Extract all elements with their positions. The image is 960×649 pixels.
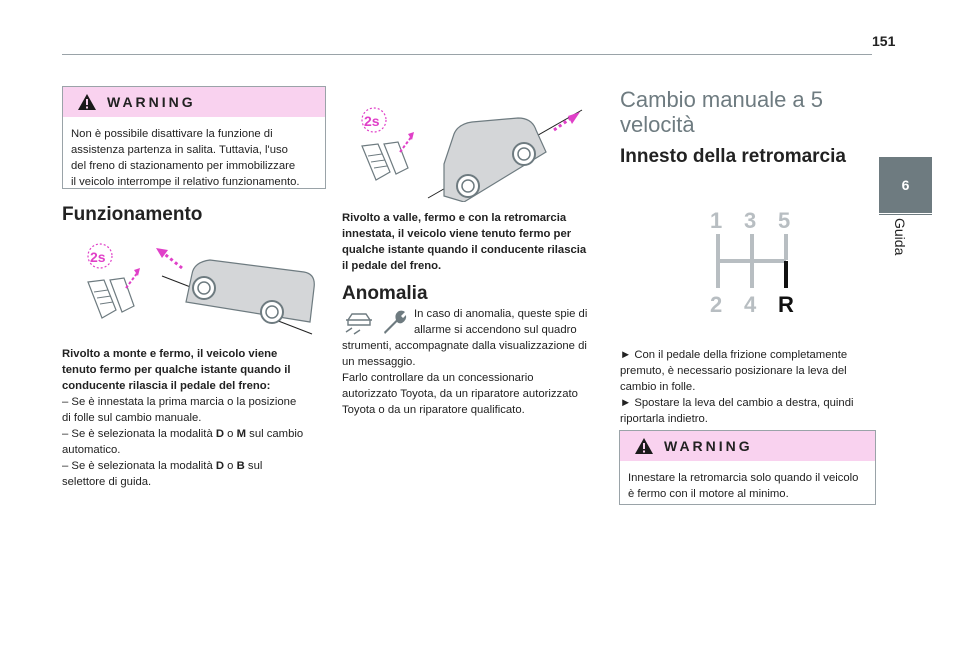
title-line: velocità — [620, 112, 695, 137]
step-line: riportarla indietro. — [620, 413, 708, 425]
gear-label-2: 2 — [710, 292, 723, 317]
text-line: un messaggio. — [342, 356, 416, 368]
gear-label-reverse: R — [778, 292, 794, 317]
title-line: Cambio manuale a 5 — [620, 87, 824, 112]
gear-label-4: 4 — [744, 292, 757, 317]
warning-text-line: assistenza partenza in salita. Tuttavia, l'uso — [71, 144, 288, 156]
caption-line: tenuto fermo per qualche istante quando il — [62, 364, 291, 376]
gear-label-5: 5 — [778, 208, 791, 233]
list-text: sul — [244, 460, 263, 472]
uphill-conditions-list — [62, 394, 337, 490]
page-number: 151 — [872, 33, 896, 49]
warning-text-line: il veicolo interrompe il relativo funzionamento. — [71, 176, 300, 188]
caption-line: Rivolto a valle, fermo e con la retromarcia — [342, 212, 567, 224]
timer-2s-icon — [88, 244, 112, 268]
warning-header — [63, 87, 325, 117]
warning-title: WARNING — [664, 438, 753, 454]
section-heading-retromarcia: Innesto della retromarcia — [620, 146, 846, 167]
caption-line: il pedale del freno. — [342, 260, 442, 272]
caption-line: Rivolto a monte e fermo, il veicolo viene — [62, 348, 278, 360]
warning-text-line: è fermo con il motore al minimo. — [628, 488, 789, 500]
step-line: cambio in folle. — [620, 381, 696, 393]
vehicle-icon — [444, 118, 546, 202]
header-divider — [62, 54, 872, 55]
page-title — [620, 87, 823, 137]
mode-letter: D — [215, 428, 225, 440]
vehicle-icon — [186, 260, 314, 323]
list-item — [62, 426, 337, 442]
warning-text — [63, 117, 325, 196]
mode-letter: D — [215, 460, 225, 472]
list-text: o — [224, 428, 237, 440]
arrow-downhill-icon — [554, 112, 580, 130]
pedals-icon — [88, 268, 140, 318]
warning-box-reverse — [619, 430, 876, 505]
arrow-uphill-icon — [156, 248, 182, 268]
list-text: sul cambio — [246, 428, 304, 440]
text-line: Farlo controllare da un concessionario — [342, 372, 534, 384]
text-line: In caso di anomalia, queste spie di — [414, 308, 588, 320]
section-heading-anomalia: Anomalia — [342, 283, 428, 304]
warning-box-hill-assist — [62, 86, 326, 189]
warning-text-line: Innestare la retromarcia solo quando il veicolo — [628, 472, 859, 484]
warning-title: WARNING — [107, 94, 196, 110]
chapter-tab[interactable]: 6 — [879, 157, 932, 213]
chapter-tab-divider — [879, 214, 932, 215]
chapter-label: Guida — [892, 218, 908, 256]
text-line: autorizzato Toyota, da un riparatore autorizzato — [342, 388, 578, 400]
warning-triangle-icon — [77, 93, 97, 111]
mode-letter: M — [236, 428, 247, 440]
warning-text-line: del freno di stazionamento per immobilizzare — [71, 160, 296, 172]
uphill-hold-illustration — [82, 240, 322, 335]
text-line: Toyota o da un riparatore qualificato. — [342, 404, 525, 416]
timer-2s-icon — [362, 108, 386, 132]
step-line: premuto, è necessario posizionare la leva del — [620, 365, 847, 377]
warning-triangle-icon — [634, 437, 654, 455]
list-text: o — [224, 460, 237, 472]
list-item-continued: selettore di guida. — [62, 476, 152, 488]
gear-label-1: 1 — [710, 208, 723, 233]
timer-label: 2s — [364, 113, 380, 129]
mode-letter: B — [236, 460, 245, 472]
downhill-hold-illustration — [358, 104, 590, 202]
gear-label-3: 3 — [744, 208, 757, 233]
warning-text — [620, 461, 875, 508]
downhill-caption — [342, 210, 607, 274]
gear-shift-pattern-diagram — [702, 204, 808, 318]
list-item: – Se è innestata la prima marcia o la posizione — [62, 396, 297, 408]
caption-line: conducente rilascia il pedale del freno: — [62, 380, 271, 392]
pedals-icon — [362, 132, 414, 180]
warning-header — [620, 431, 875, 461]
text-line: allarme si accendono sul quadro — [414, 324, 577, 336]
text-line: strumenti, accompagnate dalla visualizzazione di — [342, 340, 587, 352]
list-text: – Se è selezionata la modalità — [62, 460, 216, 472]
caption-line: innestata, il veicolo viene tenuto fermo per — [342, 228, 572, 240]
caption-line: qualche istante quando il conducente rilascia — [342, 244, 587, 256]
step-line: ► Con il pedale della frizione completamente — [620, 349, 848, 361]
list-item-continued: automatico. — [62, 444, 121, 456]
list-text: – Se è selezionata la modalità — [62, 428, 216, 440]
uphill-caption — [62, 346, 332, 394]
list-item-continued: di folle sul cambio manuale. — [62, 412, 202, 424]
anomalia-text — [342, 306, 607, 418]
warning-text-line: Non è possibile disattivare la funzione di — [71, 128, 273, 140]
section-heading-funzionamento: Funzionamento — [62, 204, 203, 225]
list-item — [62, 458, 337, 474]
reverse-gear-steps — [620, 347, 875, 427]
timer-label: 2s — [90, 249, 106, 265]
step-line: ► Spostare la leva del cambio a destra, quindi — [620, 397, 854, 409]
